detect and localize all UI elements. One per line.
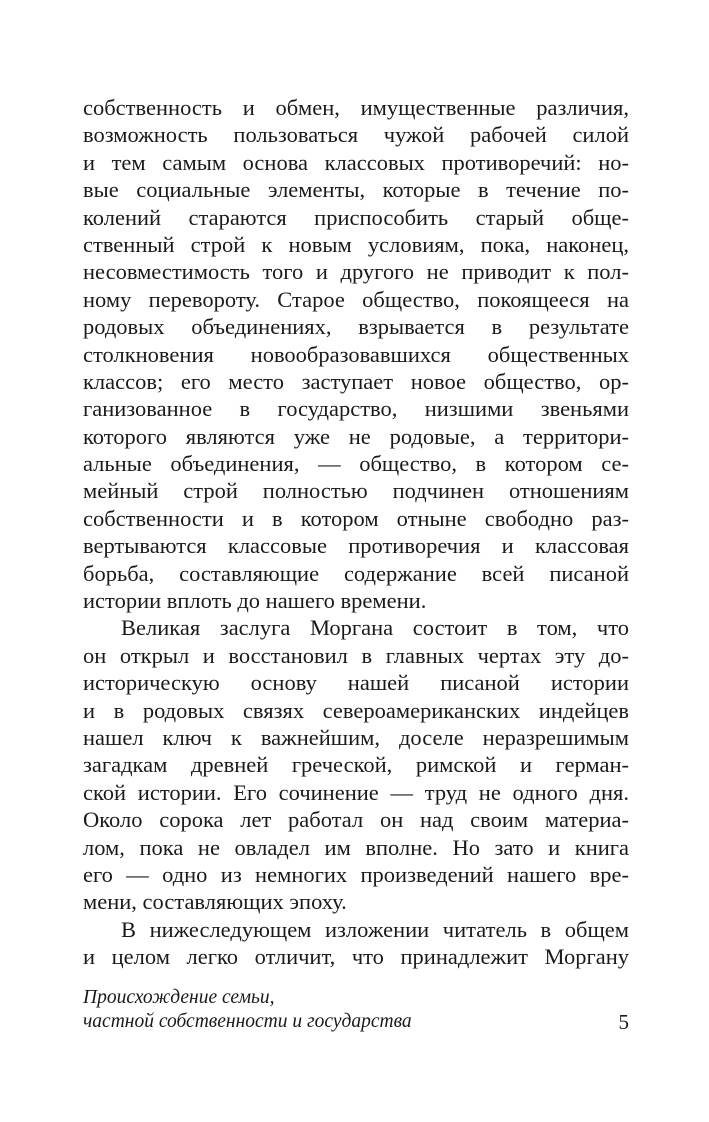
text-line: Великая заслуга Моргана состоит в том, что [121, 615, 629, 641]
text-line: историческую основу нашей писаной истории [83, 670, 629, 696]
text-line: вые социальные элементы, которые в течение по- [83, 177, 629, 203]
text-line: возможность пользоваться чужой рабочей силой [83, 122, 629, 148]
text-line: Около сорока лет работал он над своим материа- [83, 807, 629, 833]
text-line: собственности и в котором отныне свободно раз- [83, 505, 629, 531]
text-line: ганизованное в государство, низшими звеньями [83, 396, 629, 422]
running-title-line-2: частной собственности и государства [83, 1011, 412, 1032]
text-line: лом, пока не овладел им вполне. Но зато и книга [83, 834, 629, 860]
text-line: его — одно из немногих произведений нашего вре- [83, 861, 629, 887]
text-line: мени, составляющих эпоху. [83, 889, 347, 915]
text-line: В нижеследующем изложении читатель в общем [121, 916, 629, 942]
text-line: столкновения новообразовавшихся общественных [83, 341, 629, 367]
text-line: нашел ключ к важнейшим, доселе неразрешимым [83, 724, 629, 750]
text-line: ской истории. Его сочинение — труд не одного дня. [83, 779, 629, 805]
running-title-line-1: Происхождение семьи, [83, 987, 275, 1008]
text-line: мейный строй полностью подчинен отношениям [83, 478, 629, 504]
text-line: классов; его место заступает новое общество, ор- [83, 368, 629, 394]
paragraph-2 [83, 614, 629, 915]
text-line: загадкам древней греческой, римской и герман- [83, 752, 629, 778]
text-line: и целом легко отличит, что принадлежит Моргану [83, 944, 629, 970]
paragraph-1 [83, 94, 629, 614]
text-line: ственный строй к новым условиям, пока, наконец, [83, 231, 629, 257]
text-line: истории вплоть до нашего времени. [83, 588, 427, 614]
text-line: несовместимость того и другого не приводит к пол- [83, 259, 629, 285]
text-line: он открыл и восстановил в главных чертах эту до- [83, 642, 629, 668]
text-line: и в родовых связях североамериканских индейцев [83, 697, 629, 723]
text-line: борьба, составляющие содержание всей писаной [83, 560, 629, 586]
text-line: и тем самым основа классовых противоречий: но- [83, 149, 629, 175]
text-line: вертываются классовые противоречия и классовая [83, 533, 629, 559]
text-line: ному перевороту. Старое общество, покоящееся на [83, 286, 629, 312]
paragraph-3 [83, 916, 629, 971]
text-line: собственность и обмен, имущественные различия, [83, 95, 629, 120]
text-line: альные объединения, — общество, в котором се- [83, 451, 629, 477]
text-line: колений стараются приспособить старый обще- [83, 204, 629, 230]
text-line: родовых объединениях, взрывается в результате [83, 314, 629, 340]
page-number: 5 [618, 1010, 629, 1034]
page-body [83, 94, 629, 971]
page-footer [83, 986, 629, 1034]
text-line: которого являются уже не родовые, а территори- [83, 423, 629, 449]
